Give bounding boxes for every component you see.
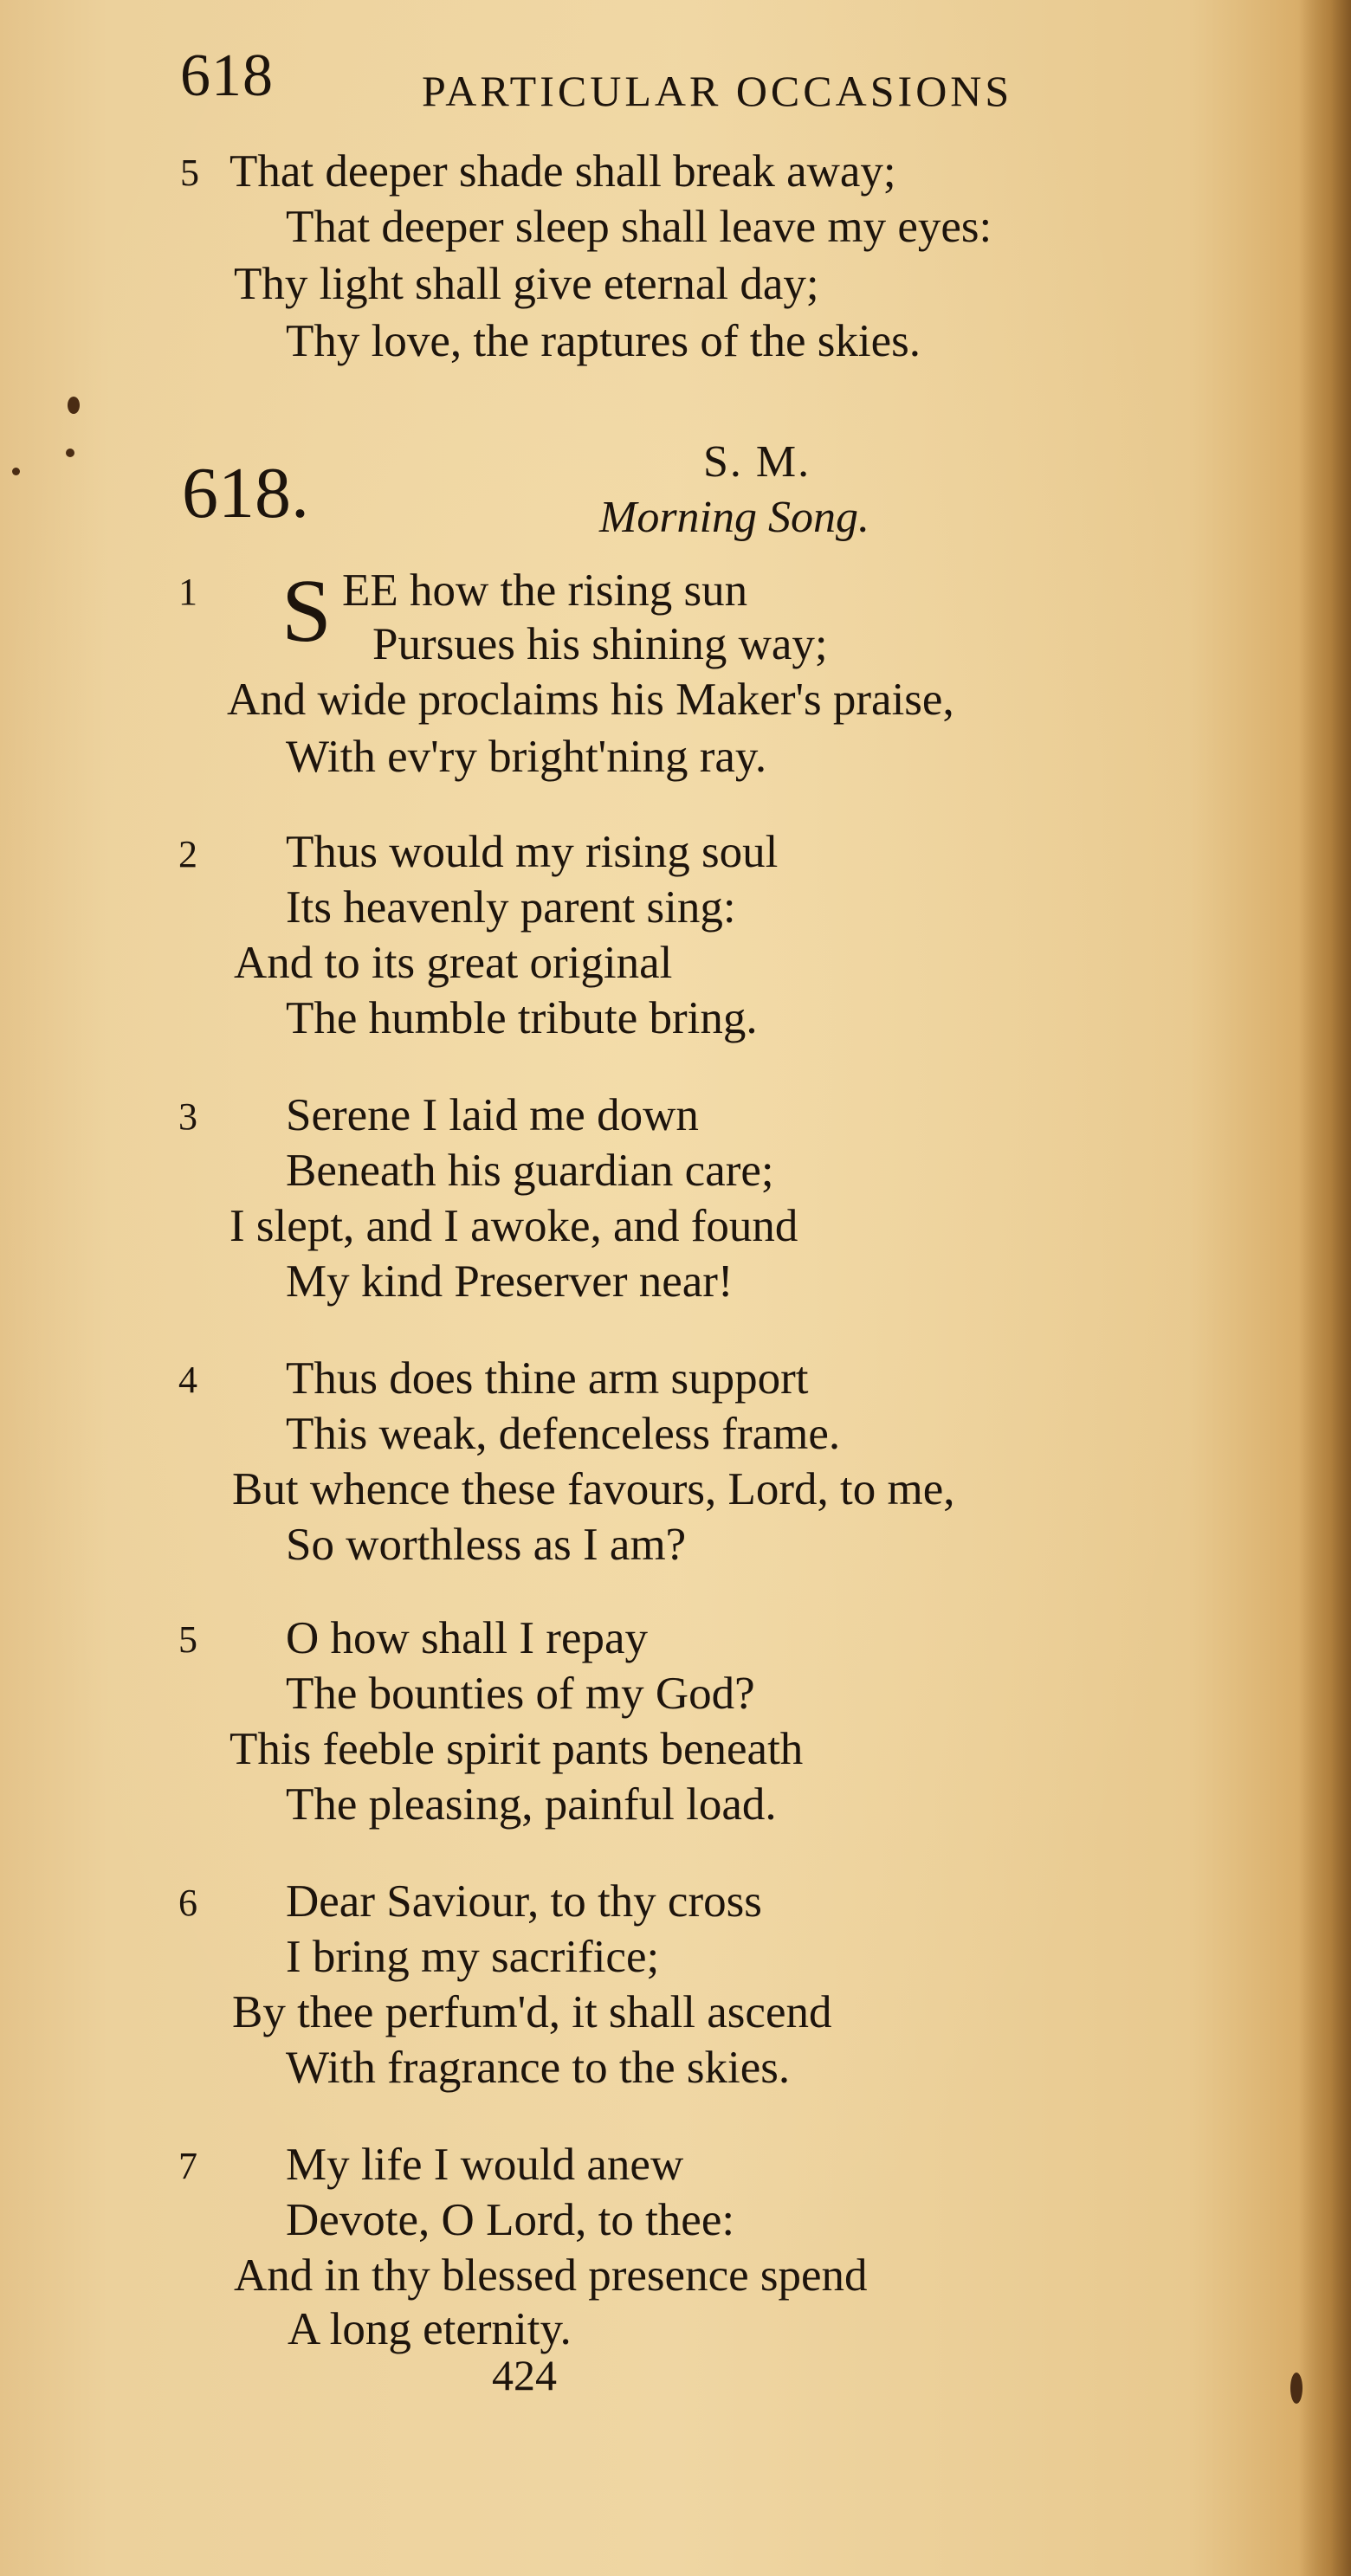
verse-line: EE how the rising sun	[342, 565, 748, 616]
verse-line: I slept, and I awoke, and found	[229, 1201, 798, 1251]
stanza-number: 7	[178, 2145, 197, 2187]
verse-line: Devote, O Lord, to thee:	[286, 2195, 735, 2245]
verse-line: O how shall I repay	[286, 1613, 648, 1663]
stanza-number: 1	[178, 571, 197, 613]
verse-line: A long eternity.	[288, 2304, 572, 2354]
running-title: PARTICULAR OCCASIONS	[422, 67, 1013, 115]
verse-line: Its heavenly parent sing:	[286, 882, 736, 933]
verse-line: Dear Saviour, to thy cross	[286, 1876, 762, 1927]
drop-cap: S	[281, 561, 332, 661]
hymn-title: Morning Song.	[599, 493, 869, 542]
stanza-number: 3	[178, 1095, 197, 1138]
stanza-number: 2	[178, 833, 197, 875]
verse-line: Thy love, the raptures of the skies.	[286, 316, 921, 366]
stanza-number: 5	[178, 1618, 197, 1661]
verse-line: This weak, defenceless frame.	[286, 1409, 841, 1459]
verse-line: Thy light shall give eternal day;	[234, 259, 819, 309]
page-edge-shadow	[1299, 0, 1351, 2576]
verse-line: And wide proclaims his Maker's praise,	[227, 675, 954, 725]
ink-speck	[68, 397, 80, 414]
verse-line: This feeble spirit pants beneath	[229, 1724, 804, 1774]
verse-line: The pleasing, painful load.	[286, 1779, 777, 1830]
verse-line: And to its great original	[234, 938, 673, 988]
verse-line: And in thy blessed presence spend	[234, 2250, 868, 2301]
footer-page-number: 424	[492, 2351, 557, 2399]
stanza-number: 4	[178, 1359, 197, 1401]
verse-line: That deeper sleep shall leave my eyes:	[286, 202, 992, 252]
verse-line: By thee perfum'd, it shall ascend	[232, 1987, 832, 2037]
verse-line: I bring my sacrifice;	[286, 1932, 660, 1982]
ink-speck	[12, 468, 20, 475]
verse-line: But whence these favours, Lord, to me,	[232, 1464, 955, 1514]
verse-line: With ev'ry bright'ning ray.	[286, 732, 767, 782]
verse-line: Pursues his shining way;	[372, 619, 828, 669]
verse-line: Beneath his guardian care;	[286, 1146, 774, 1196]
verse-line: That deeper shade shall break away;	[229, 146, 896, 197]
running-page-number: 618	[180, 42, 274, 109]
verse-line: Thus does thine arm support	[286, 1353, 809, 1404]
verse-line: Serene I laid me down	[286, 1090, 699, 1140]
ink-speck	[1290, 2373, 1303, 2404]
stanza-number: 6	[178, 1882, 197, 1924]
stanza-number: 5	[180, 152, 199, 194]
verse-line: The humble tribute bring.	[286, 993, 758, 1043]
verse-line: The bounties of my God?	[286, 1669, 755, 1719]
hymn-number: 618.	[182, 453, 309, 533]
hymn-meter: S. M.	[703, 437, 811, 487]
verse-line: With fragrance to the skies.	[286, 2043, 791, 2093]
verse-line: Thus would my rising soul	[286, 827, 779, 877]
verse-line: My kind Preserver near!	[286, 1256, 734, 1307]
verse-line: My life I would anew	[286, 2140, 684, 2190]
ink-speck	[66, 449, 74, 457]
verse-line: So worthless as I am?	[286, 1520, 687, 1570]
